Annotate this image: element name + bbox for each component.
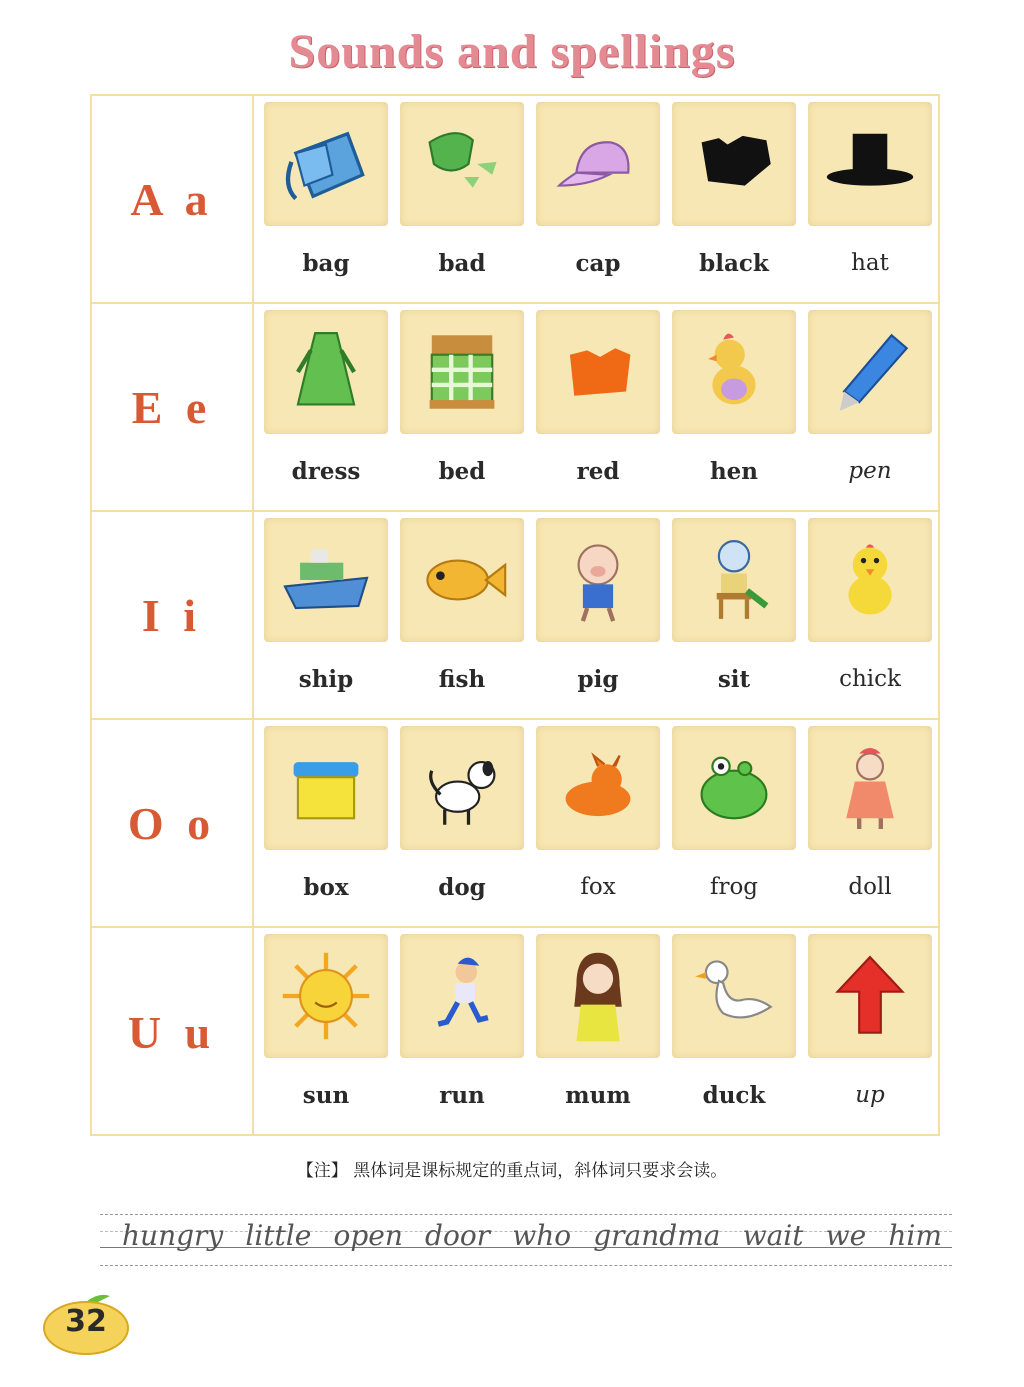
word-card [264, 102, 388, 292]
word-card [400, 102, 524, 292]
word-label: doll [848, 874, 892, 900]
word-card [536, 726, 660, 916]
doll-icon [808, 726, 932, 850]
word-card [808, 310, 932, 500]
word-card [400, 726, 524, 916]
word-label: pen [848, 458, 892, 484]
row-a [92, 96, 938, 304]
word-label: duck [702, 1082, 766, 1109]
word-card [536, 518, 660, 708]
word-label: box [303, 874, 349, 901]
word-label: fish [438, 666, 486, 693]
phonics-table [90, 94, 940, 1136]
word-label: sun [302, 1082, 350, 1109]
word-card [808, 518, 932, 708]
mum-icon [536, 934, 660, 1058]
frog-icon [672, 726, 796, 850]
word-label: chick [839, 666, 901, 692]
bed-icon [400, 310, 524, 434]
word-label: dress [291, 458, 361, 485]
letter-label: E e [92, 304, 254, 510]
handwriting-word: him [888, 1219, 942, 1252]
broken-bowl-icon [400, 102, 524, 226]
fish-icon [400, 518, 524, 642]
fox-icon [536, 726, 660, 850]
word-label: run [439, 1082, 485, 1109]
word-label: bag [302, 250, 350, 277]
word-card [808, 726, 932, 916]
word-card [672, 102, 796, 292]
dress-icon [264, 310, 388, 434]
box-icon [264, 726, 388, 850]
word-label: hat [851, 250, 889, 276]
row-o [92, 720, 938, 928]
word-card [808, 102, 932, 292]
dog-icon [400, 726, 524, 850]
word-card [264, 518, 388, 708]
letter-label: I i [92, 512, 254, 718]
word-label: ship [298, 666, 354, 693]
letter-label: U u [92, 928, 254, 1136]
duck-icon [672, 934, 796, 1058]
sun-icon [264, 934, 388, 1058]
word-card [264, 934, 388, 1124]
word-card [536, 934, 660, 1124]
word-card [808, 934, 932, 1124]
word-card [672, 518, 796, 708]
word-card [400, 934, 524, 1124]
handwriting-word: who [512, 1219, 572, 1252]
word-label: mum [565, 1082, 631, 1109]
page-number-badge [40, 1290, 132, 1356]
handwriting-word: door [425, 1219, 491, 1252]
handwriting-words [122, 1219, 942, 1252]
word-card [264, 310, 388, 500]
row-i [92, 512, 938, 720]
ship-icon [264, 518, 388, 642]
word-label: red [576, 458, 620, 485]
word-label: dog [438, 874, 486, 901]
page-title: Sounds and spellings [288, 25, 736, 78]
word-card [672, 934, 796, 1124]
pen-icon [808, 310, 932, 434]
word-label: pig [577, 666, 619, 693]
letter-label: A a [92, 96, 254, 302]
red-shape-icon [536, 310, 660, 434]
handwriting-word: wait [742, 1219, 804, 1252]
top-hat-icon [808, 102, 932, 226]
word-card [536, 310, 660, 500]
sitting-child-icon [672, 518, 796, 642]
row-e [92, 304, 938, 512]
word-label: sit [717, 666, 751, 693]
row-u [92, 928, 938, 1136]
black-shape-icon [672, 102, 796, 226]
hen-icon [672, 310, 796, 434]
handwriting-word: we [825, 1219, 867, 1252]
up-arrow-icon [808, 934, 932, 1058]
handwriting-word: little [245, 1219, 312, 1252]
pig-icon [536, 518, 660, 642]
word-card [264, 726, 388, 916]
handwriting-word: hungry [122, 1219, 224, 1252]
handwriting-lines [100, 1214, 952, 1266]
footnote: 【注】 黑体词是课标规定的重点词，斜体词只要求会读。 [296, 1161, 728, 1181]
word-card [400, 518, 524, 708]
word-label: frog [709, 874, 759, 900]
running-boy-icon [400, 934, 524, 1058]
word-card [672, 310, 796, 500]
word-label: up [855, 1082, 885, 1108]
handwriting-word: grandma [593, 1219, 721, 1252]
word-label: hen [709, 458, 759, 485]
letter-label: O o [92, 720, 254, 926]
word-label: bed [438, 458, 486, 485]
bag-icon [264, 102, 388, 226]
word-card [672, 726, 796, 916]
word-card [536, 102, 660, 292]
word-label: cap [575, 250, 621, 277]
handwriting-word: open [333, 1219, 403, 1252]
chick-icon [808, 518, 932, 642]
word-label: bad [438, 250, 486, 277]
word-label: fox [580, 874, 616, 900]
page-number: 32 [65, 1304, 107, 1339]
word-label: black [699, 250, 769, 277]
word-card [400, 310, 524, 500]
cap-icon [536, 102, 660, 226]
